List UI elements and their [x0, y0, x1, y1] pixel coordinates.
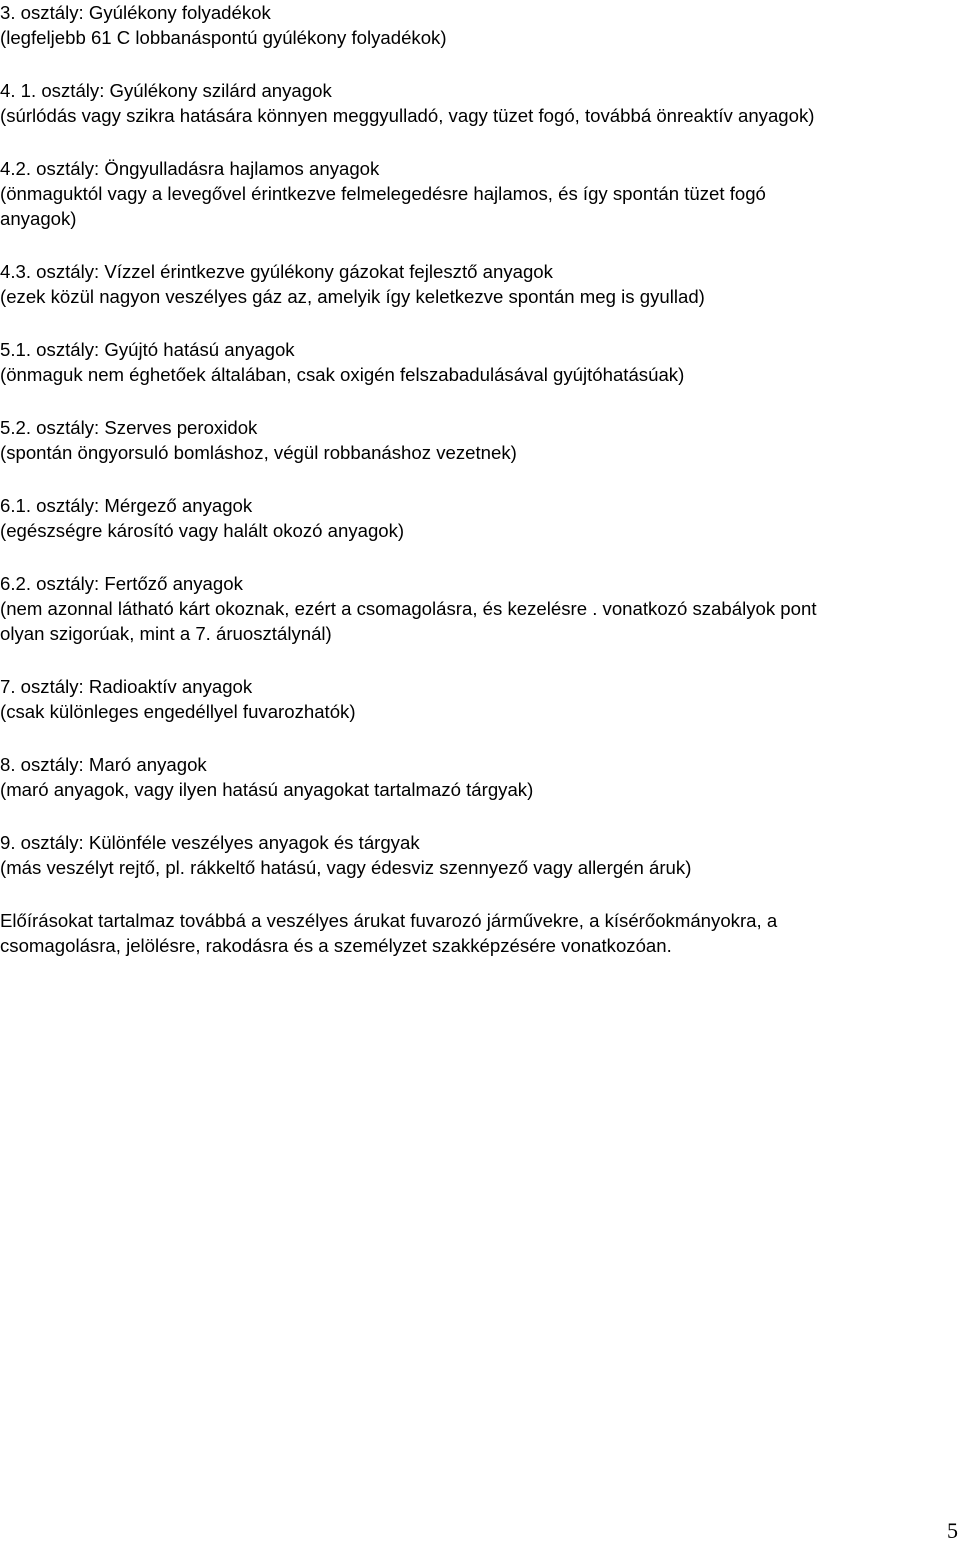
paragraph-gap: [0, 543, 956, 571]
paragraph-gap: [0, 50, 956, 78]
entry-description-continued: anyagok): [0, 208, 77, 229]
entry-heading: 6.1. osztály: Mérgező anyagok: [0, 495, 253, 516]
hazard-class-9: [0, 830, 956, 880]
entry-description: (legfeljebb 61 C lobbanáspontú gyúlékony folyadékok): [0, 27, 447, 48]
entry-heading: 8. osztály: Maró anyagok: [0, 754, 207, 775]
paragraph-gap: [0, 465, 956, 493]
paragraph-line: Előírásokat tartalmaz továbbá a veszélyes árukat fuvarozó járművekre, a kísérőokmányokra, a: [0, 910, 778, 931]
hazard-class-4-2: [0, 156, 956, 231]
hazard-class-7: [0, 674, 956, 724]
page-number: 5: [947, 1518, 958, 1543]
entry-description: (nem azonnal látható kárt okoznak, ezért a csomagolásra, és kezelésre . vonatkozó szabályok pont: [0, 598, 817, 619]
hazard-class-8: [0, 752, 956, 802]
entry-heading: 4.2. osztály: Öngyulladásra hajlamos anyagok: [0, 158, 380, 179]
entry-description: (önmaguktól vagy a levegővel érintkezve felmelegedésre hajlamos, és így spontán tüzet fogó: [0, 183, 766, 204]
entry-description: (maró anyagok, vagy ilyen hatású anyagokat tartalmazó tárgyak): [0, 779, 534, 800]
paragraph-gap: [0, 309, 956, 337]
hazard-class-5-1: [0, 337, 956, 387]
paragraph-gap: [0, 646, 956, 674]
hazard-class-5-2: [0, 415, 956, 465]
hazard-class-3: [0, 0, 956, 50]
entry-description: (csak különleges engedéllyel fuvarozhatók): [0, 701, 356, 722]
hazard-class-6-1: [0, 493, 956, 543]
paragraph-gap: [0, 724, 956, 752]
entry-heading: 9. osztály: Különféle veszélyes anyagok és tárgyak: [0, 832, 420, 853]
entry-description: (súrlódás vagy szikra hatására könnyen meggyulladó, vagy tüzet fogó, továbbá önreaktív anyagok): [0, 105, 815, 126]
entry-heading: 7. osztály: Radioaktív anyagok: [0, 676, 253, 697]
paragraph-gap: [0, 231, 956, 259]
paragraph-gap: [0, 128, 956, 156]
paragraph-line: csomagolásra, jelölésre, rakodásra és a személyzet szakképzésére vonatkozóan.: [0, 935, 672, 956]
entry-description: (egészségre károsító vagy halált okozó anyagok): [0, 520, 405, 541]
entry-description: (más veszélyt rejtő, pl. rákkeltő hatású, vagy édesviz szennyező vagy allergén áruk): [0, 857, 692, 878]
paragraph-gap: [0, 880, 956, 908]
entry-description: (önmaguk nem éghetőek általában, csak oxigén felszabadulásával gyújtóhatásúak): [0, 364, 685, 385]
entry-description-continued: olyan szigorúak, mint a 7. áruosztálynál): [0, 623, 332, 644]
entry-heading: 6.2. osztály: Fertőző anyagok: [0, 573, 243, 594]
paragraph-gap: [0, 387, 956, 415]
entry-heading: 3. osztály: Gyúlékony folyadékok: [0, 2, 271, 23]
entry-heading: 4. 1. osztály: Gyúlékony szilárd anyagok: [0, 80, 332, 101]
hazard-class-6-2: [0, 571, 956, 646]
paragraph-gap: [0, 802, 956, 830]
closing-paragraph: [0, 908, 956, 958]
entry-heading: 5.1. osztály: Gyújtó hatású anyagok: [0, 339, 295, 360]
entry-heading: 5.2. osztály: Szerves peroxidok: [0, 417, 258, 438]
hazard-class-4-3: [0, 259, 956, 309]
entry-heading: 4.3. osztály: Vízzel érintkezve gyúlékony gázokat fejlesztő anyagok: [0, 261, 553, 282]
entry-description: (spontán öngyorsuló bomláshoz, végül robbanáshoz vezetnek): [0, 442, 517, 463]
entry-description: (ezek közül nagyon veszélyes gáz az, amelyik így keletkezve spontán meg is gyullad): [0, 286, 705, 307]
hazard-class-4-1: [0, 78, 956, 128]
